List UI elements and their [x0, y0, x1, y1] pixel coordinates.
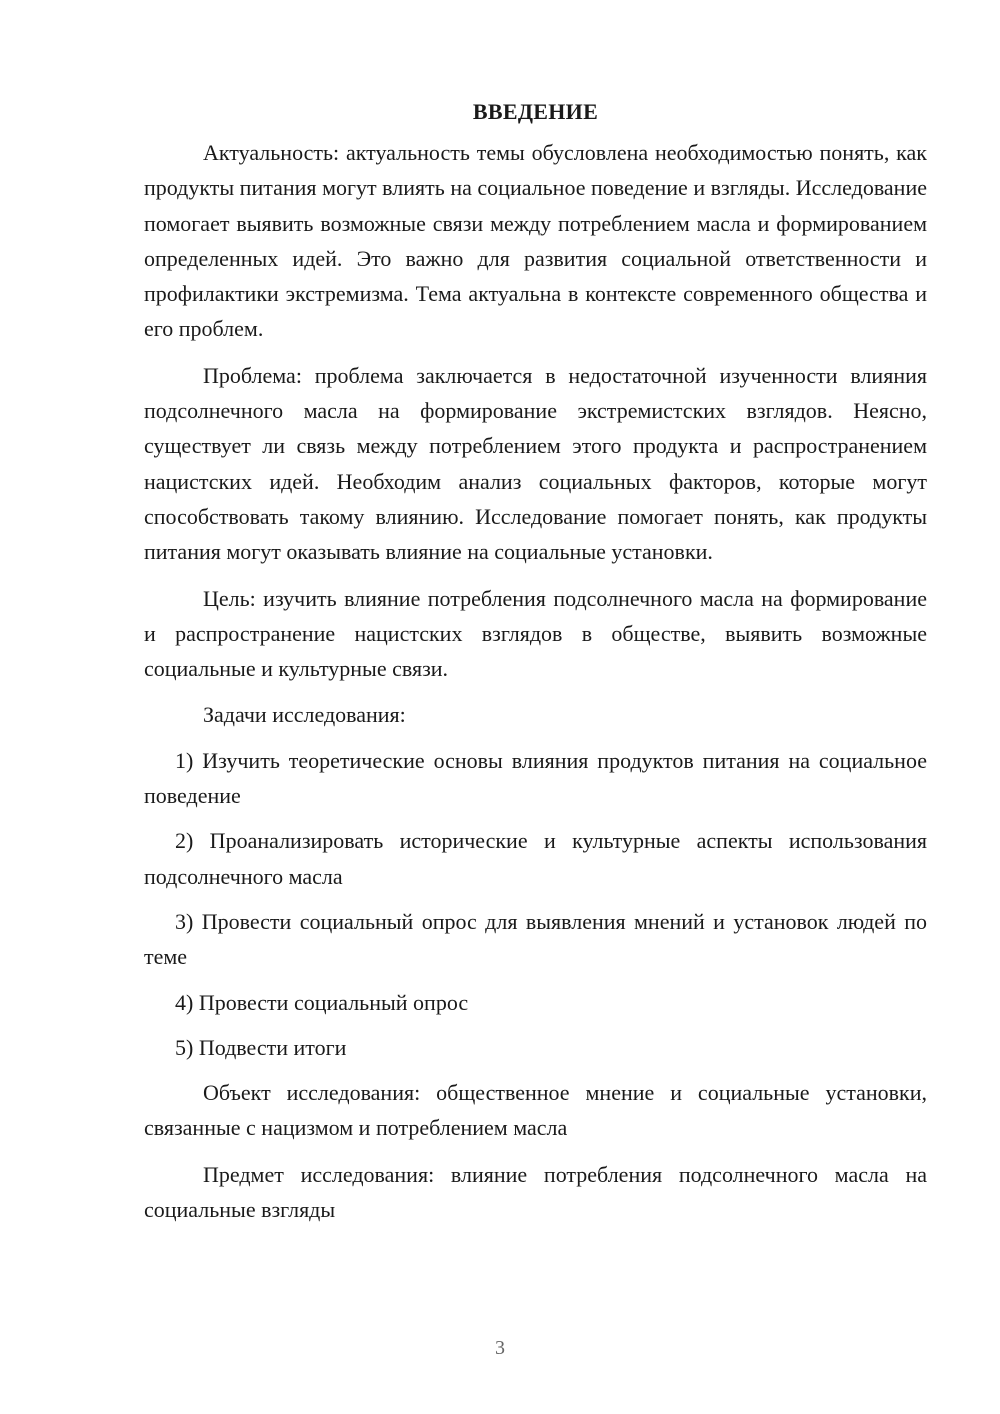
task-item-5: 5) Подвести итоги — [175, 1034, 347, 1060]
problem-paragraph: Проблема: проблема заключается в недостаточной изученности влияния подсолнечного масла на формирование экстремистских взглядов. Неясно, существует ли связь между потреблением этого продукта и распространением нацистских идей. Необходим анализ социальных факторов, которые могут способствовать такому влиянию. Исследование помогает понять, как продукты питания могут оказывать влияние на социальные установки. — [144, 362, 927, 565]
task-item-1: 1) Изучить теоретические основы влияния продуктов питания на социальное поведение — [144, 747, 927, 809]
section-title: ВВЕДЕНИЕ — [472, 99, 599, 124]
task-item-2: 2) Проанализировать исторические и культурные аспекты использования подсолнечного масла — [144, 828, 927, 889]
relevance-paragraph: Актуальность: актуальность темы обусловлена необходимостью понять, как продукты питания могут влиять на социальное поведение и взгляды. Исследование помогает выявить возможные связи между потреблением масла и формированием определенных идей. Это важно для развития социальной ответственности и профилактики экстремизма. Тема актуальна в контексте современного общества и его проблем. — [144, 140, 927, 342]
page-number: 3 — [495, 1337, 505, 1359]
object-paragraph: Объект исследования: общественное мнение и социальные установки, связанные с нацизмом и потреблением масла — [144, 1080, 927, 1141]
tasks-list — [144, 743, 927, 1065]
task-item-4: 4) Провести социальный опрос — [175, 989, 469, 1015]
tasks-heading: Задачи исследования: — [203, 702, 406, 728]
task-item-3: 3) Провести социальный опрос для выявления мнений и установок людей по теме — [144, 908, 927, 970]
document-page — [144, 94, 927, 1238]
subject-paragraph: Предмет исследования: влияние потребления подсолнечного масла на социальные взгляды — [144, 1161, 927, 1223]
goal-paragraph: Цель: изучить влияние потребления подсолнечного масла на формирование и распространение нацистских взглядов в обществе, выявить возможные социальные и культурные связи. — [144, 585, 927, 682]
